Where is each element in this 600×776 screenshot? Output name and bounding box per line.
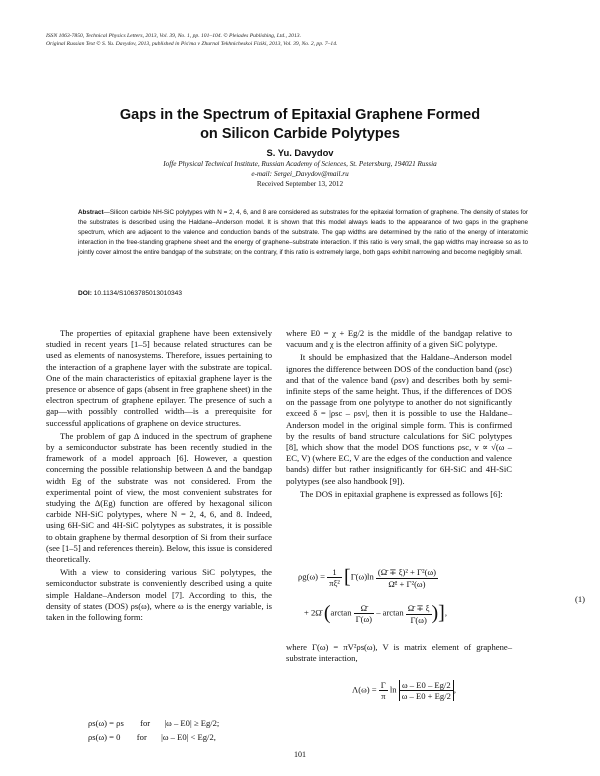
equation-dos-a — [88, 718, 219, 728]
affiliation: Ioffe Physical Technical Institute, Russian Academy of Sciences, St. Petersburg, 194021 Russia — [163, 160, 437, 168]
paragraph: The DOS in epitaxial graphene is expressed as follows [6]: — [300, 488, 503, 499]
paragraph: where E0 = χ + Eg/2 is the middle of the bandgap relative to vacuum and χ is the electron affinity of a given SiC polytype. — [286, 328, 512, 350]
paragraph: The properties of epitaxial graphene have been extensively studied in recent years [1–5] because related structures can be used as elements of nanosystems. Therefore, issues pertaining to the interaction of a graphene layer with the substrate are topical. One of the main characteristics of epitaxial graphene layer is the presence or absence of gaps (absent in free graphene sheet) in the electron spectrum of graphene epilayer. The presence of such a gap—with possibly controlled width—is a prerequisite for successful applications of graphene on device structures. — [46, 328, 272, 428]
bracket-open: [ — [344, 566, 351, 588]
paragraph: The problem of gap Δ induced in the spectrum of graphene by a semiconductor substrate has been recently studied in the framework of a model approach [6]. However, a question concerning the possible relationship between Δ and the bandgap width Eg of the substrate was not considered. From the experimental point of view, the most convenient substrates for studying the Δ(Eg) function are offered by hexagonal silicon carbide NH-SiC polytypes, where N = 2, 4, 6, and 8. Indeed, using 6H-SiC and 4H-SiC polytypes as substrates, it is possible to obtain graphene by thermal desorption of Si from their surface (see [1–5] and references therein). Below, this issue is considered theoretically. — [46, 430, 272, 565]
doi-label: DOI: — [78, 290, 92, 297]
article-title — [40, 106, 560, 144]
equation-2: Λ(ω) = $\frac{\Gamma}{\pi}$ ln $\frac{\omega - E0 - Eg/2}{\omega - E0 + Eg/2}$ , — [352, 680, 457, 701]
author-name: S. Yu. Davydov — [266, 147, 334, 158]
eq1-arctan-1-fraction: $\frac{\Omegā}{\Gamma(\omega)}$ — [355, 603, 373, 624]
right-column — [286, 328, 512, 502]
eq2-ln: ln — [389, 684, 397, 695]
eq2-prefactor: $\frac{\Gamma}{\pi}$ — [380, 680, 386, 701]
doi-value[interactable]: 10.1134/S1063785013010343 — [93, 290, 183, 297]
paragraph: It should be emphasized that the Haldane–Anderson model ignores the difference between DOS of the conduction band (ρsc) and that of the valence band (ρsv) and describes both by semi-infinite steps of the same height. Thus, if the differences of DOS on the passage from one polytype to another do not significantly exceed δ = |ρsc – ρsv|, then it is possible to use the Haldane–Anderson model in the original simple form. This is confirmed by the results of band structure calculations for SiC polytypes [8], which show that the model DOS functions ρsc, v ∝ √(ω – EC, V) (where EC, V are the edges of the conduction and valence bands) differ but rather insignificantly for 6H-SiC and 4H-SiC polytypes (see also handbook [9]). — [286, 352, 512, 486]
abstract — [78, 208, 528, 258]
paragraph: where Γ(ω) = πV²ρs(ω), V is matrix element of graphene–substrate interaction, — [286, 642, 512, 664]
eq1-line2-term: + 2Ω̄ — [304, 607, 322, 618]
page-number: 101 — [294, 750, 306, 759]
equation-dos-b — [88, 732, 216, 742]
eq2-lhs: Λ(ω) = — [352, 684, 377, 695]
journal-header-line-2: Original Russian Text © S. Yu. Davydov, 2013, published in Pis'ma v Zhurnal Tekhnicheskoi Fiziki, 2013, Vol. 39, No. 2, pp. 7–14. — [46, 41, 338, 47]
eq2-abs-fraction: $\frac{\omega - E0 - Eg/2}{\omega - E0 + Eg/2}$ — [399, 680, 454, 701]
equation-1-line-1: ρg(ω) = $\frac{1}{\text{πξ²}}$ [Γ(ω)ln $\frac{\text{(Ω̄ ∓ ξ)² + Γ²(ω)}}{\text{Ω̄² + Γ²(ω)}}$ — [298, 566, 436, 589]
equation-1-line-2: + 2Ω̄ (arctan $\frac{\Omegā}{\Gamma(\omega)}$ – arctan $\frac{\Omegā \mp \xi}{\Gamma(\omega)}$ )], — [304, 602, 447, 625]
title-line-1: Gaps in the Spectrum of Epitaxial Graphene Formed — [119, 107, 481, 123]
eq-for: for — [140, 718, 151, 728]
eq1-arctan-1: arctan — [330, 607, 352, 618]
eq-for: for — [136, 732, 147, 742]
paragraph: With a view to considering various SiC polytypes, the semiconductor substrate is conveniently described using a quite simple Haldane–Anderson model [7]. According to this, the density of states (DOS) ρs(ω), where ω is the energy variable, is taken in the following form: — [46, 567, 272, 623]
author-email[interactable]: e-mail: Sergei_Davydov@mail.ru — [251, 170, 349, 178]
eq1-minus-arctan: – arctan — [376, 607, 404, 618]
abstract-text: —Silicon carbide NH-SiC polytypes with N = 2, 4, 6, and 8 are considered as substrates for the epitaxial formation of graphene. The density of states for the substrates is described using the Haldane–Anderson model. It is shown that this model always leads to the appearance of two gaps in the graphene spectrum, which are adjacent to the valence and conduction bands of the substrate. The gap widths are determined by the ratio of the energy of interatomic interaction in the free-standing graphene sheet and the energy of graphene–substrate interaction. If this ratio is very small, the gap widths may increase so as to jointly cover almost the entire bandgap of the substrate; on the contrary, if this ratio is extremely large, both gaps exhibit narrowing and become negligibly small. — [78, 209, 528, 257]
eq-condition: |ω – E0| ≥ Eg/2; — [164, 718, 220, 728]
abstract-label: Abstract — [78, 209, 104, 216]
left-column — [46, 328, 272, 625]
title-line-2: on Silicon Carbide Polytypes — [200, 126, 400, 142]
eq-lhs: ρs(ω) = 0 — [88, 732, 121, 742]
journal-header-line-1: ISSN 1063-7850, Technical Physics Letters, 2013, Vol. 39, No. 1, pp. 101–104. © Pleiades Publishing, Ltd., 2013. — [46, 33, 301, 39]
eq1-arctan-2-fraction: $\frac{\Omegā \mp \xi}{\Gamma(\omega)}$ — [407, 602, 430, 625]
doi-line — [78, 290, 182, 297]
eq1-lhs: ρg(ω) = — [298, 571, 325, 582]
eq-condition: |ω – E0| < Eg/2, — [161, 732, 216, 742]
equation-number-1: (1) — [575, 594, 586, 604]
eq1-log-fraction: $\frac{\text{(Ω̄ ∓ ξ)² + Γ²(ω)}}{\text{Ω̄² + Γ²(ω)}}$ — [377, 566, 436, 589]
right-column-continued — [286, 642, 512, 666]
eq-lhs: ρs(ω) = ρs — [88, 718, 124, 728]
received-date: Received September 13, 2012 — [256, 180, 344, 188]
eq1-prefactor: $\frac{1}{\text{πξ²}}$ — [329, 567, 340, 588]
